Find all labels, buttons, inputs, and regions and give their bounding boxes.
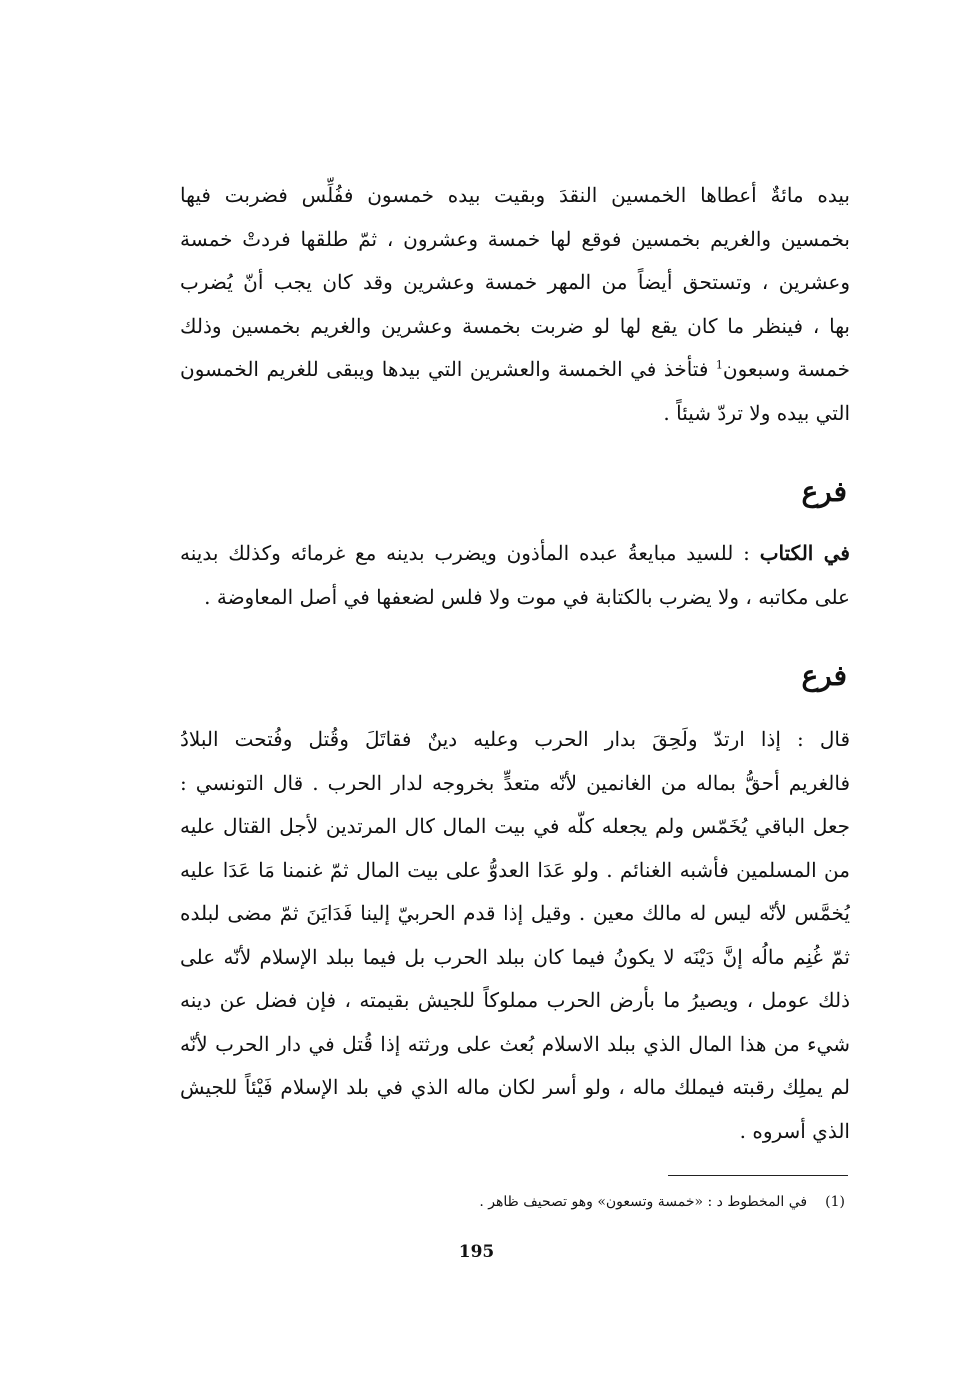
paragraph-3-line-2: فالغريم أحقُّ بماله من الغانمين لأنّه متعدٍّ بخروجه لدار الحرب . قال التونسي :	[180, 770, 850, 795]
paragraph-1-line-4: بها ، فينظر ما كان يقع لها لو ضربت بخمسة وعشرين والغريم بخمسين وذلك	[180, 313, 850, 338]
paragraph-3-line-10: الذي أسروه .	[739, 1118, 850, 1143]
page-number: 195	[458, 1242, 495, 1262]
section-heading-2: فرع	[801, 659, 847, 692]
paragraph-3-line-8: شيء من هذا المال الذي ببلد الاسلام بُعث على ورثته إذا قُتل في دار الحرب لأنّه	[180, 1031, 850, 1056]
paragraph-3-line-6: ثمّ غُنِم مالُه إنَّ دَيْنَه لا يكونُ فيما كان ببلد الحرب بل فيما ببلد الإسلام لأنّه على	[180, 944, 850, 969]
paragraph-3-line-1: قال : إذا ارتدّ ولَحِقَ بدار الحرب وعليه دينٌ فقاتَلَ وقُتل وفُتحت البلادُ	[180, 727, 850, 751]
footnote	[145, 1190, 845, 1214]
paragraph-3-line-5: يُخمَّس لأنّه ليس له مالك معين . وقيل إذا قدم الحربيّ إلينا فَدَايَنَ ثمّ مضى لبلده	[180, 901, 850, 925]
paragraph-1-line-5	[180, 348, 850, 392]
paragraph-3-line-4: من المسلمين فأشبه الغنائم . ولو عَدَا العدوُّ على بيت المال ثمّ غنمنا مَا عَدَا عليه	[180, 857, 850, 882]
paragraph-1-line-2: بخمسين والغريم بخمسين فوقع لها خمسة وعشرون ، ثمّ طلقها فردتْ خمسة	[180, 226, 850, 251]
footnote-text: في المخطوط د : «خمسة وتسعون» وهو تصحيف ظاهر .	[479, 1194, 808, 1210]
line-5-end: فتأخذ في الخمسة والعشرين التي بيدها ويبقى للغريم الخمسون	[180, 357, 716, 381]
paragraph-1	[180, 174, 850, 435]
paragraph-3-line-3: جعل الباقي يُخَمّس ولم يجعله كلّه في بيت المال كال المرتدين لأجل القتال عليه	[180, 814, 850, 838]
footnote-number: (1)	[825, 1194, 845, 1210]
paragraph-1-line-3: وعشرين ، وتستحق أيضاً من المهر خمسة وعشرين وقد كان يجب أنّ يُضرب	[180, 270, 850, 294]
section-heading-1: فرع	[801, 475, 847, 508]
paragraph-2-line-1	[180, 532, 850, 576]
line-5-start: خمسة وسبعون	[722, 357, 850, 381]
footnote-reference: 1	[715, 358, 723, 372]
paragraph-1-line-6: التي بيده ولا تردّ شيئاً .	[663, 400, 850, 425]
footnote-separator	[668, 1175, 848, 1176]
paragraph-3	[180, 718, 850, 1153]
paragraph-1-line-1: بيده مائةٌ أعطاها الخمسين النقدَ وبقيت بيده خمسون ففُلِّس فضربت فيها	[180, 183, 850, 207]
paragraph-2	[180, 532, 850, 619]
paragraph-2-line-2: على مكاتبه ، ولا يضرب بالكتابة في موت ولا فلس لضعفها في أصل المعاوضة .	[204, 584, 850, 609]
paragraph-3-line-9: لم يملِك رقبته فيملك ماله ، ولو أسر لكان ماله الذي في بلد الإسلام فَيْئاً للجيش	[180, 1075, 850, 1099]
paragraph-3-line-7: ذلك عومل ، ويصيرُ ما بأرض الحرب مملوكاً للجيش بقيمته ، فإن فضل عن دينه	[180, 988, 850, 1012]
paragraph-2-lead: في الكتاب	[759, 541, 850, 565]
paragraph-2-line-1-rest: : للسيد مبايعةُ عبده المأذون ويضرب بدينه مع غرمائه وكذلك بدينه	[180, 541, 760, 565]
